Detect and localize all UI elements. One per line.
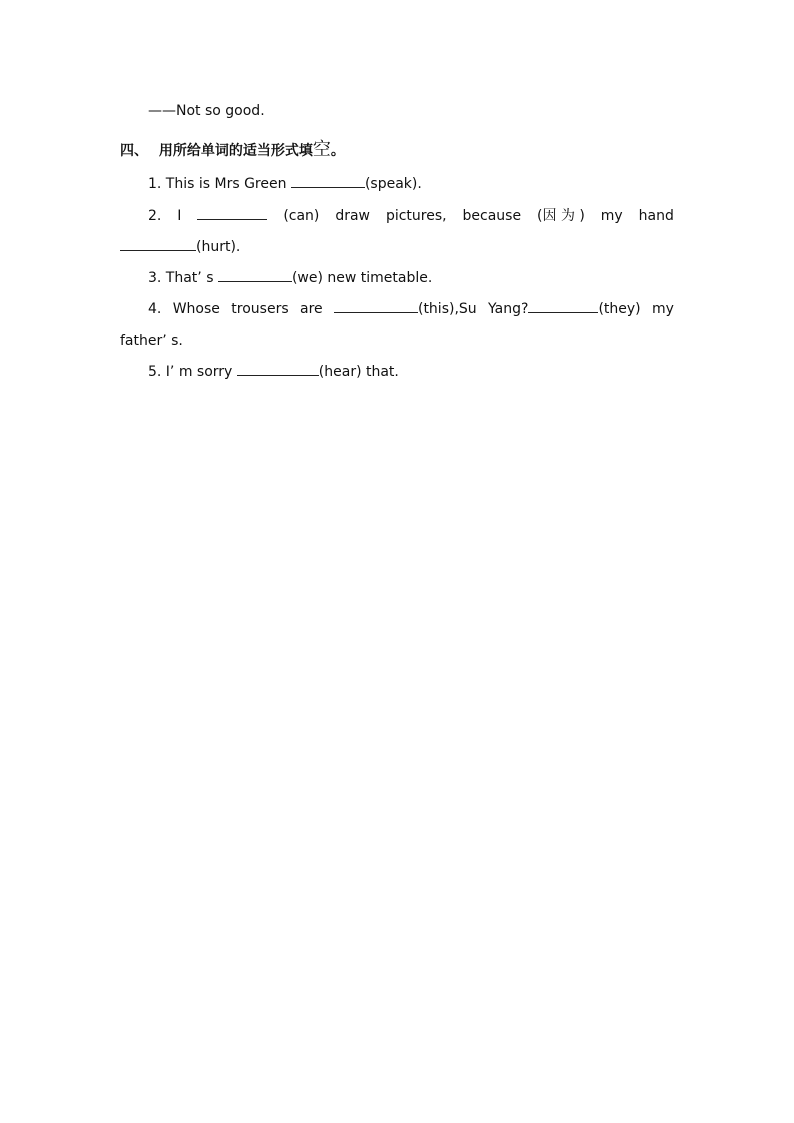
section-title: 用所给单词的适当形式填 [158,143,313,159]
section-title-end: 。 [330,143,345,159]
question-2-line-2: (hurt). [120,238,240,256]
answer-blank-1[interactable] [291,175,365,188]
answer-blank-7[interactable] [237,363,319,376]
previous-answer: ——Not so good. [148,103,265,119]
question-4-line-2: father’ s. [120,333,183,349]
section-heading [120,141,345,160]
question-4-line-1: 4. Whose trousers are (this),Su Yang? (they) my [148,301,674,317]
answer-blank-4[interactable] [218,269,292,282]
section-number: 四、 [120,143,148,159]
question-1: 1. This is Mrs Green (speak). [148,176,422,192]
question-3: 3. That’ s (we) new timetable. [148,270,433,286]
section-title-last-char: 空 [312,139,331,160]
question-2-line-1: 2. I (can) draw pictures, because (因 为 ) my hand [148,208,674,224]
answer-blank-3[interactable] [120,238,196,251]
answer-blank-6[interactable] [528,300,598,313]
answer-blank-5[interactable] [334,300,418,313]
answer-blank-2[interactable] [197,207,267,220]
question-5: 5. I’ m sorry (hear) that. [148,364,399,380]
